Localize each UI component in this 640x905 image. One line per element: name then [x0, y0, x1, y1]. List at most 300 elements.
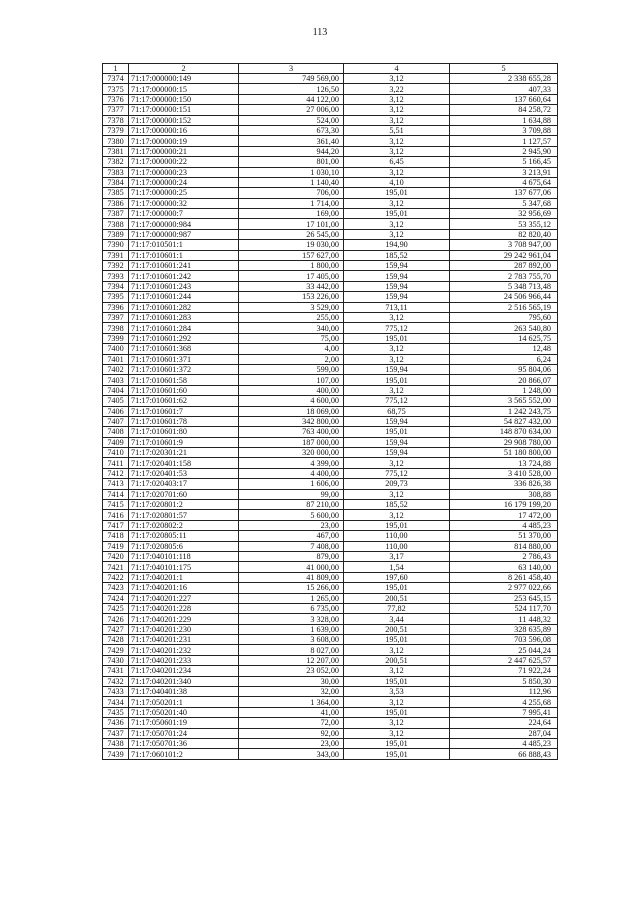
cadastral-number-cell: 71:17:010601:283 — [129, 312, 239, 322]
rate-cell: 3,12 — [344, 385, 450, 395]
value-cell: 1 242 243,75 — [450, 406, 558, 416]
value-cell: 84 258,72 — [450, 105, 558, 115]
row-number-cell: 7403 — [103, 375, 129, 385]
cadastral-number-cell: 71:17:020805:6 — [129, 541, 239, 551]
row-number-cell: 7404 — [103, 385, 129, 395]
rate-cell: 3,17 — [344, 551, 450, 561]
area-cell: 1 364,00 — [239, 697, 344, 707]
cadastral-number-cell: 71:17:050601:19 — [129, 718, 239, 728]
table-row — [103, 188, 558, 198]
row-number-cell: 7409 — [103, 437, 129, 447]
value-cell: 71 922,24 — [450, 666, 558, 676]
row-number-cell: 7422 — [103, 572, 129, 582]
table-row — [103, 583, 558, 593]
rate-cell: 3,12 — [344, 728, 450, 738]
value-cell: 53 355,12 — [450, 219, 558, 229]
table-row — [103, 687, 558, 697]
area-cell: 749 569,00 — [239, 74, 344, 84]
table-row — [103, 229, 558, 239]
value-cell: 8 261 458,40 — [450, 572, 558, 582]
row-number-cell: 7389 — [103, 229, 129, 239]
area-cell: 400,00 — [239, 385, 344, 395]
row-number-cell: 7410 — [103, 448, 129, 458]
table-row — [103, 448, 558, 458]
table-row — [103, 105, 558, 115]
row-number-cell: 7387 — [103, 209, 129, 219]
cadastral-number-cell: 71:17:050701:36 — [129, 739, 239, 749]
cadastral-number-cell: 71:17:000000:15 — [129, 84, 239, 94]
rate-cell: 3,12 — [344, 74, 450, 84]
cadastral-number-cell: 71:17:000000:151 — [129, 105, 239, 115]
cadastral-number-cell: 71:17:000000:19 — [129, 136, 239, 146]
rate-cell: 159,94 — [344, 416, 450, 426]
rate-cell: 200,51 — [344, 593, 450, 603]
rate-cell: 713,11 — [344, 302, 450, 312]
rate-cell: 159,94 — [344, 271, 450, 281]
value-cell: 4 255,68 — [450, 697, 558, 707]
value-cell: 795,60 — [450, 312, 558, 322]
value-cell: 95 804,06 — [450, 364, 558, 374]
row-number-cell: 7437 — [103, 728, 129, 738]
cadastral-number-cell: 71:17:010601:80 — [129, 427, 239, 437]
value-cell: 814 880,00 — [450, 541, 558, 551]
table-row — [103, 115, 558, 125]
rate-cell: 3,12 — [344, 167, 450, 177]
rate-cell: 3,12 — [344, 94, 450, 104]
table-row — [103, 427, 558, 437]
table-row — [103, 261, 558, 271]
row-number-cell: 7438 — [103, 739, 129, 749]
value-cell: 263 540,80 — [450, 323, 558, 333]
value-cell: 29 908 780,00 — [450, 437, 558, 447]
table-row — [103, 728, 558, 738]
table-row — [103, 749, 558, 759]
row-number-cell: 7376 — [103, 94, 129, 104]
rate-cell: 3,12 — [344, 219, 450, 229]
rate-cell: 159,94 — [344, 261, 450, 271]
cadastral-number-cell: 71:17:000000:987 — [129, 229, 239, 239]
cadastral-number-cell: 71:17:050201:40 — [129, 707, 239, 717]
table-row — [103, 520, 558, 530]
cadastral-number-cell: 71:17:000000:21 — [129, 146, 239, 156]
cadastral-number-cell: 71:17:020403:17 — [129, 479, 239, 489]
value-cell: 7 995,41 — [450, 707, 558, 717]
value-cell: 51 370,00 — [450, 531, 558, 541]
area-cell: 944,20 — [239, 146, 344, 156]
column-header: 3 — [239, 64, 344, 74]
cadastral-number-cell: 71:17:010601:243 — [129, 281, 239, 291]
area-cell: 3 529,00 — [239, 302, 344, 312]
row-number-cell: 7386 — [103, 198, 129, 208]
value-cell: 5 348 713,48 — [450, 281, 558, 291]
page-number: 113 — [312, 27, 328, 38]
value-cell: 63 140,00 — [450, 562, 558, 572]
row-number-cell: 7412 — [103, 468, 129, 478]
table-row — [103, 624, 558, 634]
area-cell: 3 328,00 — [239, 614, 344, 624]
rate-cell: 159,94 — [344, 292, 450, 302]
row-number-cell: 7384 — [103, 177, 129, 187]
rate-cell: 159,94 — [344, 437, 450, 447]
cadastral-number-cell: 71:17:000000:152 — [129, 115, 239, 125]
cadastral-number-cell: 71:17:010601:62 — [129, 396, 239, 406]
rate-cell: 3,12 — [344, 146, 450, 156]
area-cell: 4,00 — [239, 344, 344, 354]
value-cell: 5 347,68 — [450, 198, 558, 208]
cadastral-value-table — [102, 63, 558, 760]
cadastral-number-cell: 71:17:010601:282 — [129, 302, 239, 312]
cadastral-number-cell: 71:17:010601:292 — [129, 333, 239, 343]
rate-cell: 5,51 — [344, 125, 450, 135]
value-cell: 66 888,43 — [450, 749, 558, 759]
area-cell: 1 800,00 — [239, 261, 344, 271]
table-row — [103, 354, 558, 364]
area-cell: 1 265,00 — [239, 593, 344, 603]
rate-cell: 195,01 — [344, 676, 450, 686]
rate-cell: 3,12 — [344, 198, 450, 208]
area-cell: 1 140,40 — [239, 177, 344, 187]
rate-cell: 195,01 — [344, 739, 450, 749]
rate-cell: 68,75 — [344, 406, 450, 416]
table-row — [103, 406, 558, 416]
value-cell: 407,33 — [450, 84, 558, 94]
value-cell: 3 213,91 — [450, 167, 558, 177]
area-cell: 673,30 — [239, 125, 344, 135]
value-cell: 3 565 552,00 — [450, 396, 558, 406]
rate-cell: 3,12 — [344, 312, 450, 322]
table-row — [103, 489, 558, 499]
area-cell: 2,00 — [239, 354, 344, 364]
table-row — [103, 209, 558, 219]
cadastral-number-cell: 71:17:040201:228 — [129, 603, 239, 613]
cadastral-number-cell: 71:17:020301:21 — [129, 448, 239, 458]
rate-cell: 3,53 — [344, 687, 450, 697]
area-cell: 17 101,00 — [239, 219, 344, 229]
value-cell: 308,88 — [450, 489, 558, 499]
value-cell: 328 635,89 — [450, 624, 558, 634]
area-cell: 23 052,00 — [239, 666, 344, 676]
value-cell: 2 783 755,70 — [450, 271, 558, 281]
rate-cell: 77,82 — [344, 603, 450, 613]
cadastral-number-cell: 71:17:040201:230 — [129, 624, 239, 634]
row-number-cell: 7427 — [103, 624, 129, 634]
area-cell: 23,00 — [239, 739, 344, 749]
cadastral-number-cell: 71:17:040201:16 — [129, 583, 239, 593]
area-cell: 30,00 — [239, 676, 344, 686]
rate-cell: 195,01 — [344, 583, 450, 593]
cadastral-number-cell: 71:17:010601:7 — [129, 406, 239, 416]
row-number-cell: 7433 — [103, 687, 129, 697]
row-number-cell: 7426 — [103, 614, 129, 624]
area-cell: 41 809,00 — [239, 572, 344, 582]
cadastral-number-cell: 71:17:040101:175 — [129, 562, 239, 572]
area-cell: 4 400,00 — [239, 468, 344, 478]
value-cell: 148 870 634,00 — [450, 427, 558, 437]
table-row — [103, 458, 558, 468]
area-cell: 12 207,00 — [239, 655, 344, 665]
table-row — [103, 312, 558, 322]
cadastral-number-cell: 71:17:010601:372 — [129, 364, 239, 374]
rate-cell: 3,12 — [344, 115, 450, 125]
row-number-cell: 7419 — [103, 541, 129, 551]
cadastral-number-cell: 71:17:040201:233 — [129, 655, 239, 665]
row-number-cell: 7381 — [103, 146, 129, 156]
row-number-cell: 7415 — [103, 500, 129, 510]
table-row — [103, 666, 558, 676]
rate-cell: 195,01 — [344, 375, 450, 385]
cadastral-number-cell: 71:17:040201:229 — [129, 614, 239, 624]
area-cell: 107,00 — [239, 375, 344, 385]
table-row — [103, 240, 558, 250]
value-cell: 287 892,00 — [450, 261, 558, 271]
value-cell: 25 044,24 — [450, 645, 558, 655]
table-row — [103, 146, 558, 156]
cadastral-number-cell: 71:17:020805:11 — [129, 531, 239, 541]
area-cell: 6 735,00 — [239, 603, 344, 613]
area-cell: 32,00 — [239, 687, 344, 697]
table-row — [103, 271, 558, 281]
table-row — [103, 344, 558, 354]
value-cell: 1 634,88 — [450, 115, 558, 125]
table-row — [103, 510, 558, 520]
area-cell: 763 400,00 — [239, 427, 344, 437]
area-cell: 169,00 — [239, 209, 344, 219]
cadastral-number-cell: 71:17:010601:78 — [129, 416, 239, 426]
cadastral-number-cell: 71:17:050201:1 — [129, 697, 239, 707]
row-number-cell: 7436 — [103, 718, 129, 728]
cadastral-number-cell: 71:17:010601:60 — [129, 385, 239, 395]
row-number-cell: 7406 — [103, 406, 129, 416]
rate-cell: 3,12 — [344, 645, 450, 655]
row-number-cell: 7401 — [103, 354, 129, 364]
row-number-cell: 7429 — [103, 645, 129, 655]
row-number-cell: 7377 — [103, 105, 129, 115]
table-row — [103, 739, 558, 749]
cadastral-number-cell: 71:17:010601:241 — [129, 261, 239, 271]
cadastral-number-cell: 71:17:000000:24 — [129, 177, 239, 187]
cadastral-number-cell: 71:17:020801:57 — [129, 510, 239, 520]
table-row — [103, 655, 558, 665]
area-cell: 33 442,00 — [239, 281, 344, 291]
rate-cell: 195,01 — [344, 707, 450, 717]
column-header: 4 — [344, 64, 450, 74]
area-cell: 7 408,00 — [239, 541, 344, 551]
area-cell: 1 639,00 — [239, 624, 344, 634]
table-row — [103, 551, 558, 561]
value-cell: 4 485,23 — [450, 520, 558, 530]
area-cell: 706,00 — [239, 188, 344, 198]
table-row — [103, 302, 558, 312]
area-cell: 87 210,00 — [239, 500, 344, 510]
table-row — [103, 84, 558, 94]
value-cell: 112,96 — [450, 687, 558, 697]
area-cell: 3 608,00 — [239, 635, 344, 645]
column-header: 1 — [103, 64, 129, 74]
row-number-cell: 7396 — [103, 302, 129, 312]
table-row — [103, 614, 558, 624]
rate-cell: 195,01 — [344, 520, 450, 530]
row-number-cell: 7423 — [103, 583, 129, 593]
rate-cell: 3,12 — [344, 489, 450, 499]
area-cell: 153 226,00 — [239, 292, 344, 302]
cadastral-number-cell: 71:17:050701:24 — [129, 728, 239, 738]
table-row — [103, 333, 558, 343]
value-cell: 1 127,57 — [450, 136, 558, 146]
value-cell: 11 448,32 — [450, 614, 558, 624]
row-number-cell: 7388 — [103, 219, 129, 229]
row-number-cell: 7375 — [103, 84, 129, 94]
cadastral-number-cell: 71:17:020401:158 — [129, 458, 239, 468]
table-row — [103, 572, 558, 582]
value-cell: 29 242 961,04 — [450, 250, 558, 260]
rate-cell: 6,45 — [344, 157, 450, 167]
area-cell: 19 030,00 — [239, 240, 344, 250]
table-row — [103, 292, 558, 302]
table-row — [103, 635, 558, 645]
value-cell: 3 410 528,00 — [450, 468, 558, 478]
value-cell: 2 447 625,57 — [450, 655, 558, 665]
rate-cell: 3,12 — [344, 344, 450, 354]
table-row — [103, 74, 558, 84]
area-cell: 801,00 — [239, 157, 344, 167]
value-cell: 287,04 — [450, 728, 558, 738]
rate-cell: 775,12 — [344, 323, 450, 333]
area-cell: 18 069,00 — [239, 406, 344, 416]
cadastral-number-cell: 71:17:010601:368 — [129, 344, 239, 354]
value-cell: 2 786,43 — [450, 551, 558, 561]
table-row — [103, 177, 558, 187]
table-row — [103, 479, 558, 489]
value-cell: 336 826,38 — [450, 479, 558, 489]
value-cell: 13 724,88 — [450, 458, 558, 468]
area-cell: 320 000,00 — [239, 448, 344, 458]
row-number-cell: 7393 — [103, 271, 129, 281]
value-cell: 20 866,07 — [450, 375, 558, 385]
table-row — [103, 125, 558, 135]
rate-cell: 110,00 — [344, 531, 450, 541]
rate-cell: 194,90 — [344, 240, 450, 250]
cadastral-number-cell: 71:17:040201:232 — [129, 645, 239, 655]
table-row — [103, 167, 558, 177]
rate-cell: 185,52 — [344, 500, 450, 510]
rate-cell: 3,12 — [344, 136, 450, 146]
value-cell: 703 596,08 — [450, 635, 558, 645]
table-row — [103, 500, 558, 510]
value-cell: 2 945,90 — [450, 146, 558, 156]
area-cell: 343,00 — [239, 749, 344, 759]
cadastral-number-cell: 71:17:040201:227 — [129, 593, 239, 603]
row-number-cell: 7420 — [103, 551, 129, 561]
area-cell: 255,00 — [239, 312, 344, 322]
area-cell: 5 600,00 — [239, 510, 344, 520]
cadastral-number-cell: 71:17:040201:231 — [129, 635, 239, 645]
row-number-cell: 7405 — [103, 396, 129, 406]
cadastral-number-cell: 71:17:010601:242 — [129, 271, 239, 281]
area-cell: 27 006,00 — [239, 105, 344, 115]
area-cell: 157 627,00 — [239, 250, 344, 260]
area-cell: 1 606,00 — [239, 479, 344, 489]
cadastral-number-cell: 71:17:000000:25 — [129, 188, 239, 198]
value-cell: 4 485,23 — [450, 739, 558, 749]
table-row — [103, 323, 558, 333]
row-number-cell: 7395 — [103, 292, 129, 302]
table-row — [103, 593, 558, 603]
row-number-cell: 7385 — [103, 188, 129, 198]
cadastral-number-cell: 71:17:010601:58 — [129, 375, 239, 385]
rate-cell: 209,73 — [344, 479, 450, 489]
cadastral-number-cell: 71:17:020701:60 — [129, 489, 239, 499]
cadastral-number-cell: 71:17:040201:1 — [129, 572, 239, 582]
table-row — [103, 375, 558, 385]
rate-cell: 3,12 — [344, 354, 450, 364]
table-row — [103, 250, 558, 260]
area-cell: 17 405,00 — [239, 271, 344, 281]
table-row — [103, 531, 558, 541]
cadastral-number-cell: 71:17:000000:7 — [129, 209, 239, 219]
area-cell: 467,00 — [239, 531, 344, 541]
rate-cell: 3,12 — [344, 105, 450, 115]
cadastral-number-cell: 71:17:010601:371 — [129, 354, 239, 364]
row-number-cell: 7432 — [103, 676, 129, 686]
area-cell: 23,00 — [239, 520, 344, 530]
table-row — [103, 468, 558, 478]
area-cell: 44 122,00 — [239, 94, 344, 104]
cadastral-number-cell: 71:17:040201:340 — [129, 676, 239, 686]
value-cell: 32 956,69 — [450, 209, 558, 219]
cadastral-number-cell: 71:17:000000:23 — [129, 167, 239, 177]
rate-cell: 159,94 — [344, 448, 450, 458]
cadastral-number-cell: 71:17:040101:118 — [129, 551, 239, 561]
rate-cell: 3,12 — [344, 697, 450, 707]
value-cell: 5 166,45 — [450, 157, 558, 167]
area-cell: 1 030,10 — [239, 167, 344, 177]
row-number-cell: 7382 — [103, 157, 129, 167]
rate-cell: 775,12 — [344, 396, 450, 406]
row-number-cell: 7379 — [103, 125, 129, 135]
table-row — [103, 562, 558, 572]
row-number-cell: 7394 — [103, 281, 129, 291]
area-cell: 92,00 — [239, 728, 344, 738]
area-cell: 1 714,00 — [239, 198, 344, 208]
rate-cell: 3,12 — [344, 718, 450, 728]
rate-cell: 195,01 — [344, 427, 450, 437]
rate-cell: 195,01 — [344, 209, 450, 219]
row-number-cell: 7398 — [103, 323, 129, 333]
cadastral-number-cell: 71:17:000000:984 — [129, 219, 239, 229]
table-row — [103, 718, 558, 728]
cadastral-number-cell: 71:17:000000:32 — [129, 198, 239, 208]
row-number-cell: 7414 — [103, 489, 129, 499]
rate-cell: 200,51 — [344, 655, 450, 665]
row-number-cell: 7380 — [103, 136, 129, 146]
table-row — [103, 416, 558, 426]
row-number-cell: 7407 — [103, 416, 129, 426]
table-row — [103, 136, 558, 146]
rate-cell: 195,01 — [344, 188, 450, 198]
value-cell: 2 338 655,28 — [450, 74, 558, 84]
value-cell: 14 625,75 — [450, 333, 558, 343]
cadastral-number-cell: 71:17:010501:1 — [129, 240, 239, 250]
cadastral-number-cell: 71:17:000000:22 — [129, 157, 239, 167]
area-cell: 879,00 — [239, 551, 344, 561]
row-number-cell: 7392 — [103, 261, 129, 271]
rate-cell: 3,12 — [344, 666, 450, 676]
cadastral-number-cell: 71:17:000000:149 — [129, 74, 239, 84]
row-number-cell: 7383 — [103, 167, 129, 177]
value-cell: 253 645,15 — [450, 593, 558, 603]
row-number-cell: 7439 — [103, 749, 129, 759]
row-number-cell: 7430 — [103, 655, 129, 665]
